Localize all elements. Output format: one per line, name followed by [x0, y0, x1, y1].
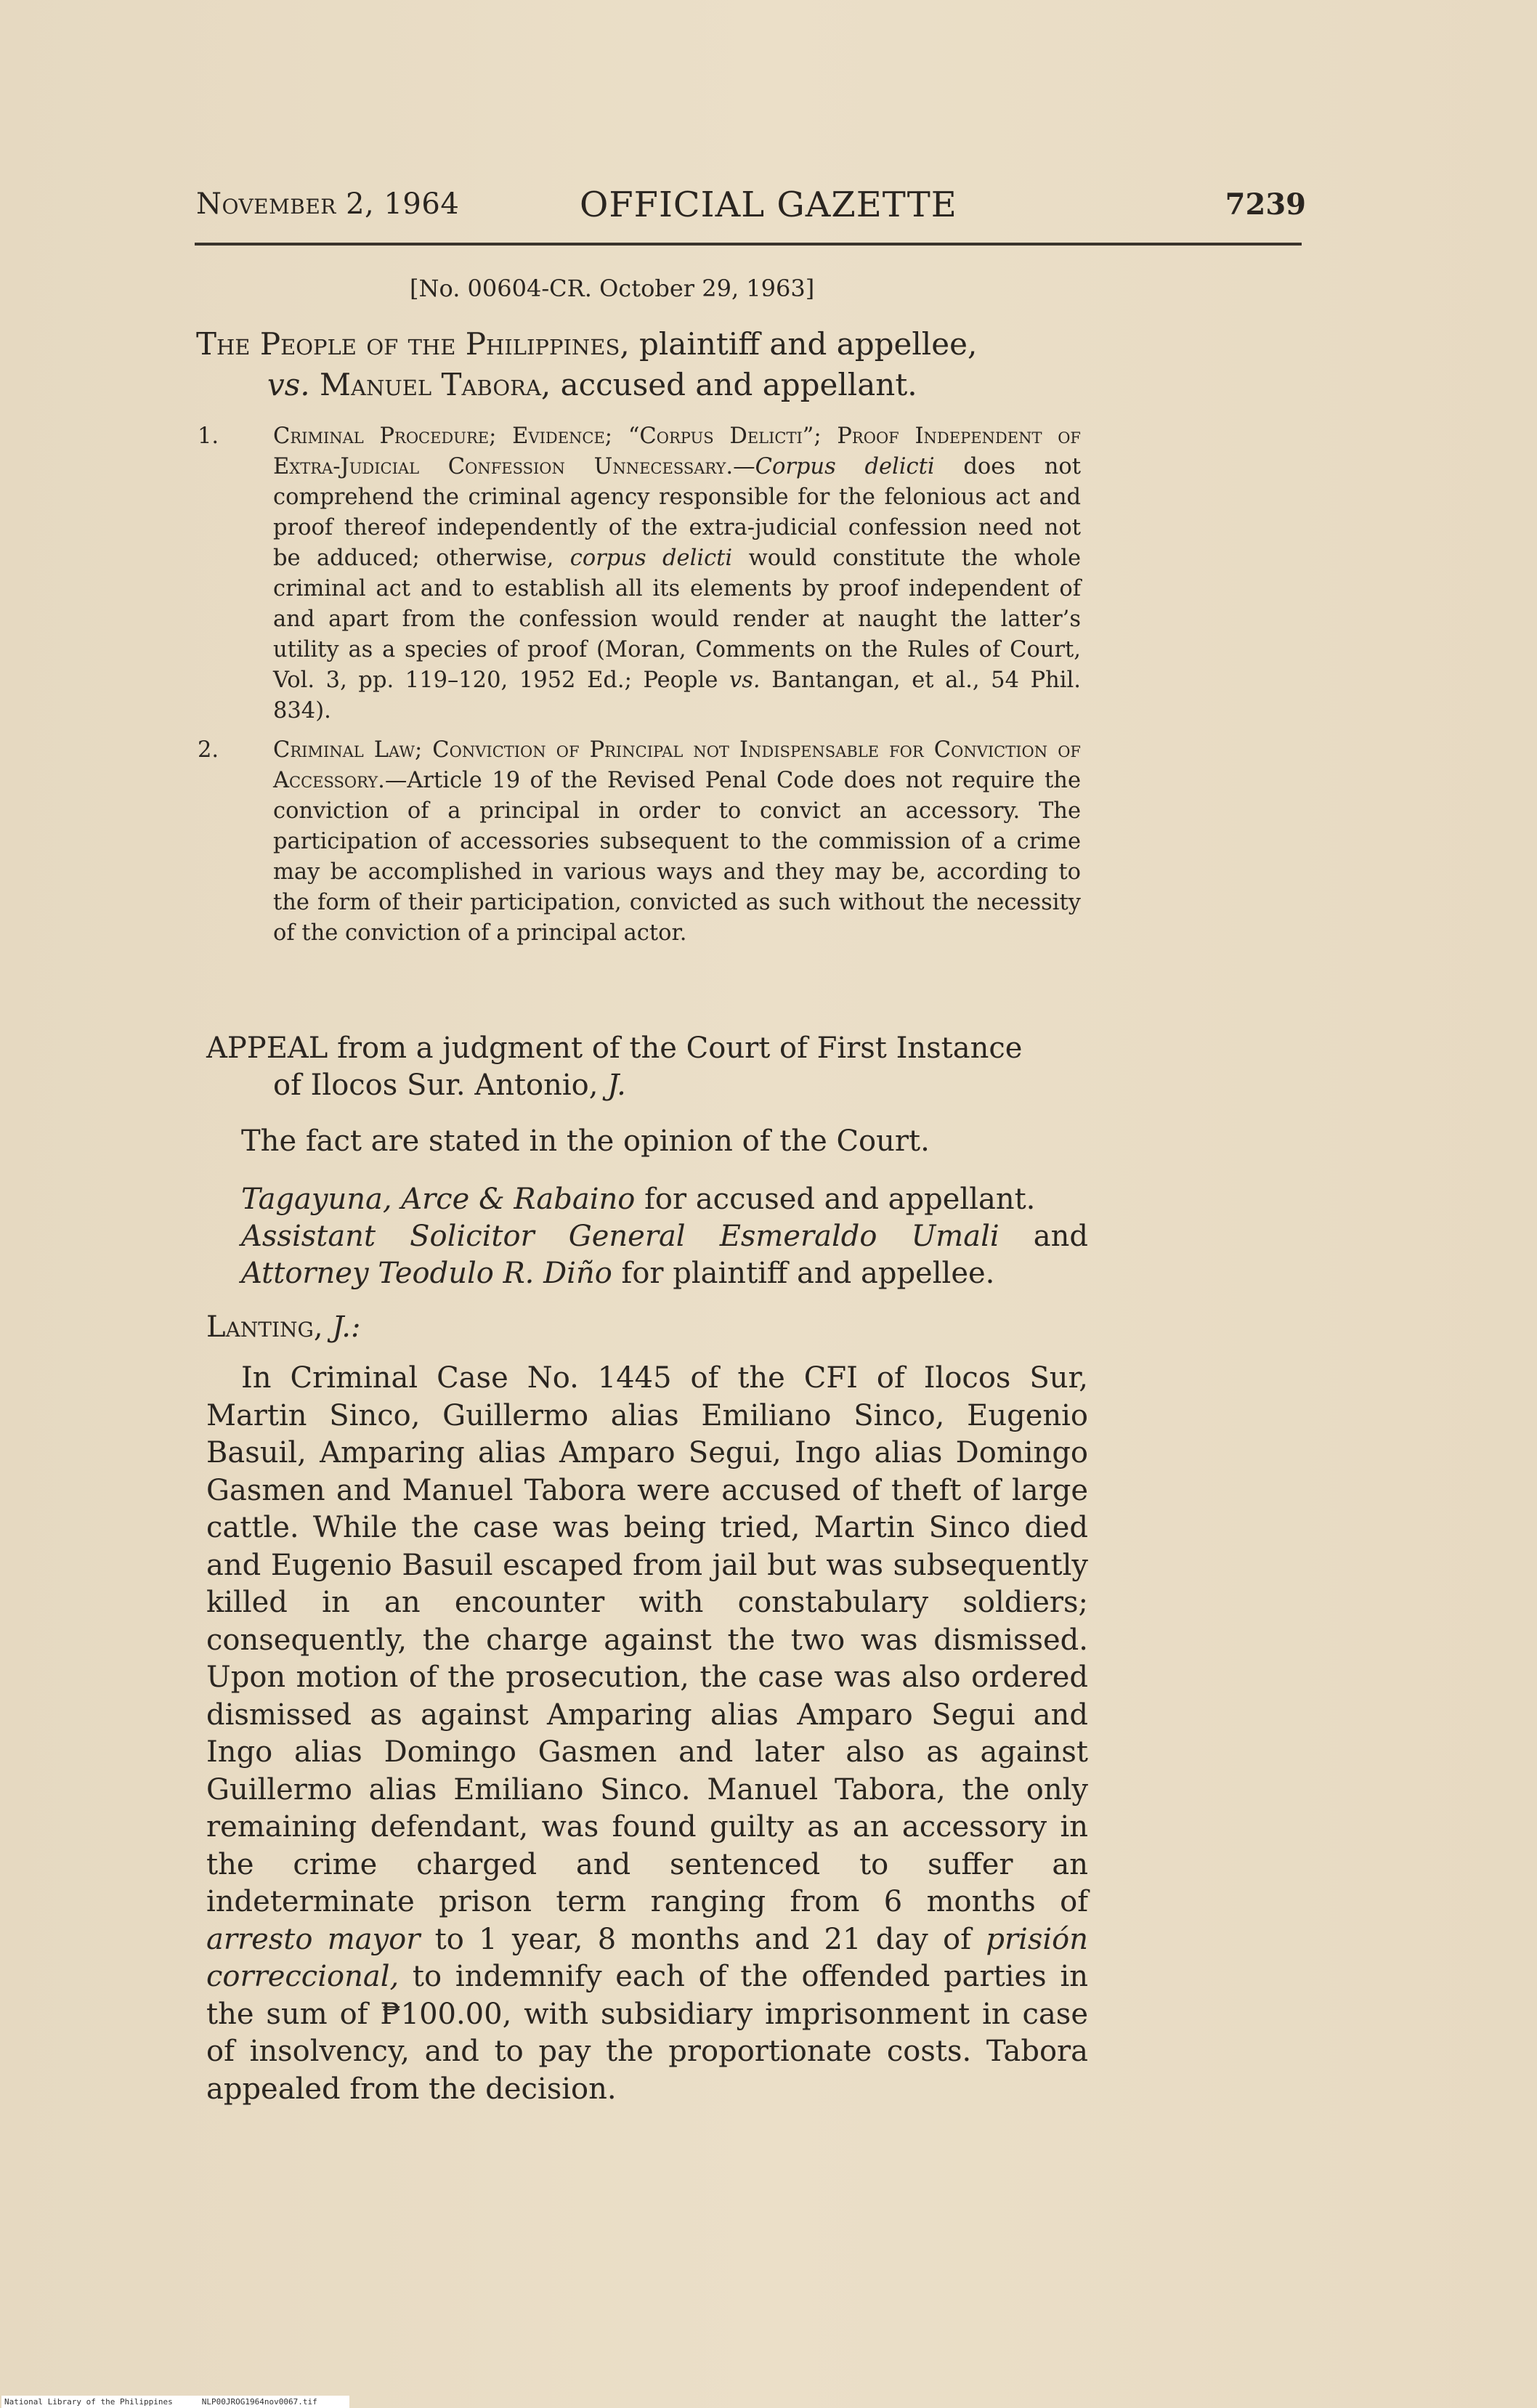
opinion-text: In Criminal Case No. 1445 of the CFI of Ilocos Sur, Martin Sinco, Guillermo alias Emiliano Sinco, Eugenio Basuil, Amparing alias Amparo Segui, Ingo alias Domingo Gasmen and Manuel Tabora were accused of theft of large cattle. While the case was being tried, Martin Sinco died and Eugenio Basuil escaped from jail but was subsequently killed in an encounter with constabulary soldiers; consequently, the charge against the two was dismissed. Upon motion of the prosecution, the case was also ordered dismissed as against Amparing alias Amparo Segui and Ingo alias Domingo Gasmen and later also as against Guillermo alias Emiliano Sinco. Manuel Tabora, the only remaining defendant, was found guilty as an accessory in the crime charged and sentenced to suffer an indeterminate prison term ranging from 6 months of [206, 1361, 1088, 1918]
accused-counsel: Tagayuna, Arce & Rabaino [241, 1183, 636, 1216]
syllabus-heading: Criminal Law; Conviction of Principal not Indispensable for Conviction of Accessory.— [273, 737, 1081, 793]
parties-line-2 [196, 365, 1111, 405]
syllabus-number: 2. [198, 737, 219, 763]
opinion-italic: arresto mayor [206, 1922, 421, 1956]
syllabus-text: Bantangan, et al., 54 Phil. 834). [273, 668, 1081, 723]
header-date: November 2, 1964 [196, 187, 460, 221]
defendant-role: accused and appellant. [551, 367, 917, 402]
scan-footer [1, 2396, 349, 2408]
appeal-judge-title: J. [607, 1069, 626, 1102]
syllabus-text: does not comprehend the criminal agency responsible for the felonious act and proof thereof independently of the extra-judicial confession need not be adduced; otherwise, [273, 454, 1081, 571]
syllabus-heading: Criminal Procedure; Evidence; “Corpus Delicti”; Proof Independent of Extra-Judicial Confession Unnecessary.— [273, 423, 1081, 479]
plaintiff-name: The People of the Philippines, [196, 326, 630, 362]
case-parties [196, 324, 1111, 405]
opinion-paragraph [206, 1360, 1088, 2108]
appeal-line-1: APPEAL from a judgment of the Court of First Instance [206, 1031, 1023, 1065]
counsel-and: and [999, 1220, 1088, 1253]
appellee-role: for plaintiff and appellee. [612, 1257, 995, 1290]
header-page-number: 7239 [1225, 187, 1306, 222]
appellee-counsel-1: Assistant Solicitor General Esmeraldo Umali [241, 1220, 999, 1253]
appellee-counsel-2: Attorney Teodulo R. Diño [241, 1257, 612, 1290]
footer-library: National Library of the Philippines [4, 2397, 173, 2407]
judge-name: Lanting, [206, 1310, 333, 1344]
syllabus-item-1 [198, 421, 1081, 726]
syllabus-number: 1. [198, 423, 219, 449]
header-publication: OFFICIAL GAZETTE [580, 185, 957, 225]
accused-role: for accused and appellant. [635, 1183, 1036, 1216]
ponente [206, 1309, 1088, 1346]
judge-title: J.: [332, 1310, 361, 1344]
syllabus-italic: Corpus delicti [755, 454, 935, 479]
opinion-italic: prisión correccional, [206, 1922, 1088, 1993]
versus: vs. [267, 367, 310, 402]
opinion-text: to 1 year, 8 months and 21 day of [420, 1922, 986, 1956]
opinion-text: to indemnify each of the offended parties in the sum of ₱100.00, with subsidiary imprisonment in case of insolvency, and to pay the proportionate costs. Tabora appealed from the decision. [206, 1960, 1088, 2106]
appeal-court: of Ilocos Sur. Antonio, [273, 1069, 608, 1102]
case-number: [No. 00604-CR. October 29, 1963] [410, 275, 815, 302]
plaintiff-role: plaintiff and appellee, [629, 326, 978, 362]
syllabus-italic: corpus delicti [569, 546, 733, 571]
defendant-name: Manuel Tabora, [309, 367, 551, 402]
appeal-statement [206, 1030, 1088, 1104]
syllabus-text: would constitute the whole criminal act and to establish all its elements by proof independent of and apart from the confession would render at naught the latter’s utility as a species of proof (Moran, Comments on the Rules of Court, Vol. 3, pp. 119–120, 1952 Ed.; People [273, 546, 1082, 693]
counsel-block [206, 1181, 1088, 1292]
syllabus-text: Article 19 of the Revised Penal Code does not require the conviction of a principal in order to convict an accessory. The participation of accessories subsequent to the commission of a crime may be accomplished in various ways and they may be, according to the form of their participation, convicted as such without the necessity of the conviction of a principal actor. [273, 768, 1081, 946]
facts-statement: The fact are stated in the opinion of the Court. [241, 1124, 930, 1158]
footer-file: NLP00JROG1964nov0067.tif [201, 2397, 317, 2407]
header-rule [195, 243, 1302, 246]
appellee-counsel-line [206, 1218, 1088, 1292]
accused-counsel-line [206, 1181, 1088, 1218]
syllabus-italic: vs. [729, 668, 761, 693]
appeal-line-2 [206, 1067, 1088, 1104]
syllabus [198, 421, 1081, 957]
running-header [196, 187, 1306, 231]
syllabus-item-2 [198, 735, 1081, 949]
